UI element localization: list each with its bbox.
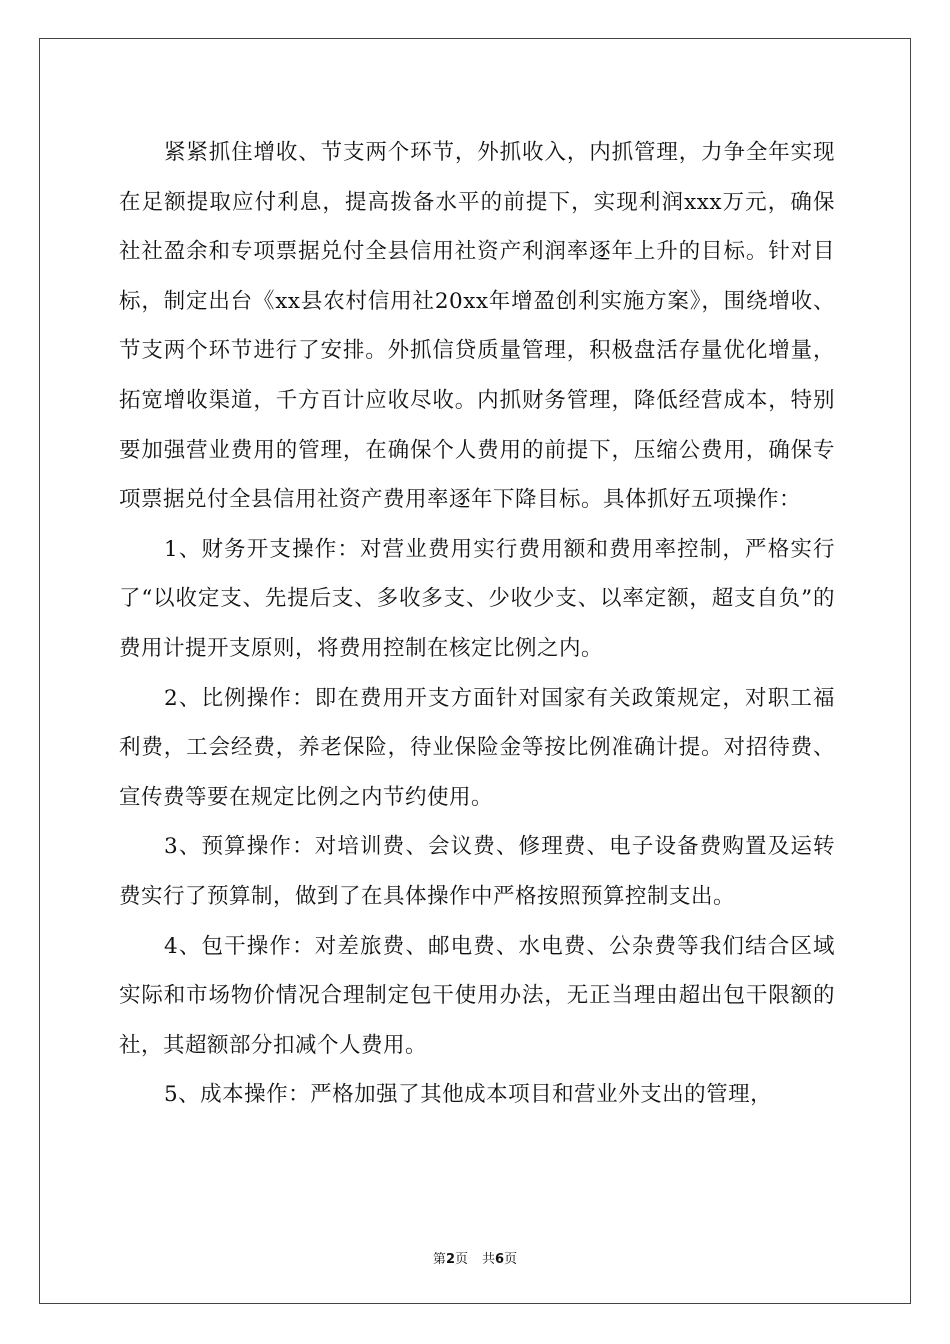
- paragraph-item-1: 1、财务开支操作：对营业费用实行费用额和费用率控制，严格实行了“以收定支、先提后支、多收多支、少收少支、以率定额，超支自负”的费用计提开支原则，将费用控制在核定比例之内。: [119, 536, 835, 661]
- page-footer: [0, 1248, 950, 1267]
- paragraph-item-4: 4、包干操作：对差旅费、邮电费、水电费、公杂费等我们结合区域实际和市场物价情况合理制定包干使用办法，无正当理由超出包干限额的社，其超额部分扣减个人费用。: [119, 933, 835, 1058]
- paragraph-item-5: 5、成本操作：严格加强了其他成本项目和营业外支出的管理，: [164, 1082, 773, 1108]
- paragraph-intro: 紧紧抓住增收、节支两个环节，外抓收入，内抓管理，力争全年实现在足额提取应付利息，提高拨备水平的前提下，实现利润xxx万元，确保社社盈余和专项票据兑付全县信用社资产利润率逐年上升的目标。针对目标，制定出台《xx县农村信用社20xx年增盈创利实施方案》，围绕增收、节支两个环节进行了安排。外抓信贷质量管理，积极盘活存量优化增量，拓宽增收渠道，千方百计应收尽收。内抓财务管理，降低经营成本，特别要加强营业费用的管理，在确保个人费用的前提下，压缩公费用，确保专项票据兑付全县信用社资产费用率逐年下降目标。具体抓好五项操作：: [119, 140, 835, 513]
- page-number: 2: [445, 1252, 455, 1267]
- paragraph-item-2: 2、比例操作：即在费用开支方面针对国家有关政策规定，对职工福利费，工会经费，养老保险，待业保险金等按比例准确计提。对招待费、宣传费等要在规定比例之内节约使用。: [119, 685, 835, 810]
- total-suffix: 页: [504, 1252, 518, 1267]
- page-prefix: 第: [432, 1252, 446, 1267]
- page-suffix: 页: [454, 1252, 468, 1267]
- document-body: [119, 128, 835, 1120]
- paragraph-item-3: 3、预算操作：对培训费、会议费、修理费、电子设备费购置及运转费实行了预算制，做到了在具体操作中严格按照预算控制支出。: [119, 834, 835, 909]
- total-prefix: 共: [482, 1252, 496, 1267]
- total-pages: 6: [495, 1252, 505, 1267]
